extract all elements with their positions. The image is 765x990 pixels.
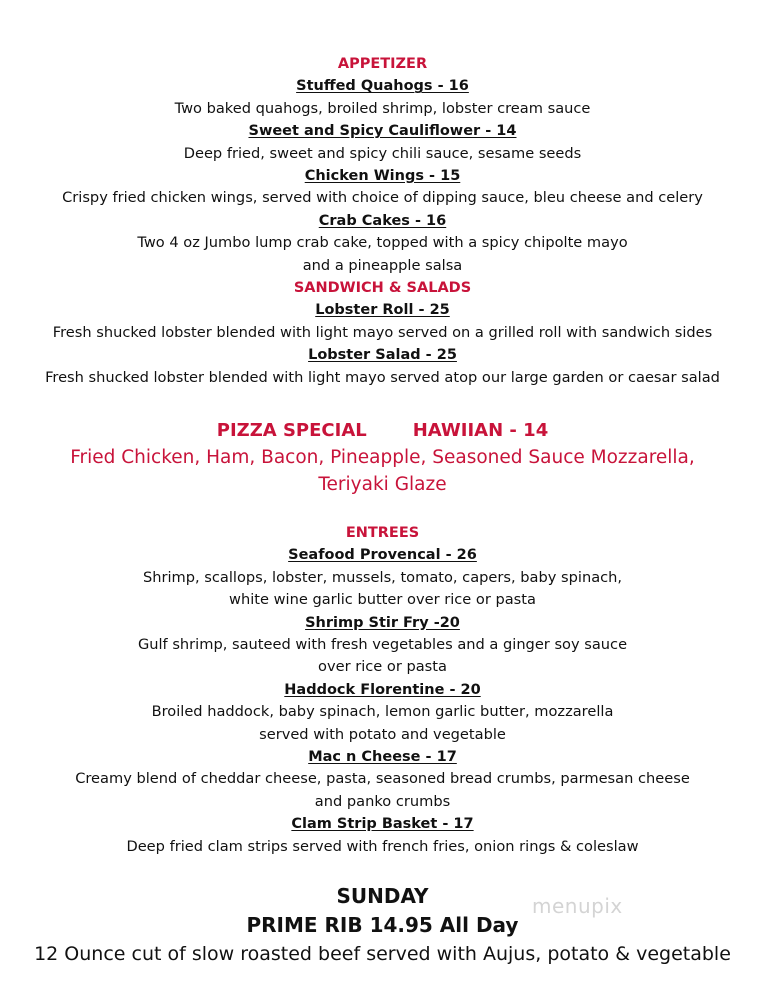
appetizer-heading: APPETIZER <box>337 56 428 72</box>
menu-item-description: Shrimp, scallops, lobster, mussels, tomato, capers, baby spinach, <box>142 568 623 586</box>
menu-item-title: Chicken Wings - 15 <box>304 168 461 185</box>
menu-item-title: Lobster Roll - 25 <box>315 302 450 319</box>
pizza-special-name: HAWIIAN - 14 <box>412 420 549 441</box>
menu-item-title: Mac n Cheese - 17 <box>308 749 457 766</box>
menu-item-title: Crab Cakes - 16 <box>318 212 447 229</box>
menu-item-description: Fresh shucked lobster blended with light mayo served on a grilled roll with sandwich sides <box>52 323 713 341</box>
menu-item-description: Deep fried, sweet and spicy chili sauce, sesame seeds <box>183 144 582 162</box>
menu-item-title: Lobster Salad - 25 <box>308 347 457 364</box>
menu-item-description: and a pineapple salsa <box>302 256 463 274</box>
menu-item-description: Two 4 oz Jumbo lump crab cake, topped with a spicy chipolte mayo <box>137 234 628 252</box>
entrees-section <box>0 522 765 858</box>
pizza-special-heading <box>0 418 765 444</box>
menu-item-description: Two baked quahogs, broiled shrimp, lobster cream sauce <box>174 99 591 117</box>
sunday-special-description: 12 Ounce cut of slow roasted beef served with Aujus, potato & vegetable <box>34 943 731 965</box>
sunday-special-section <box>0 882 765 969</box>
watermark-logo: menupix <box>532 894 623 918</box>
menu-item-description: white wine garlic butter over rice or pasta <box>229 591 536 609</box>
appetizer-section <box>0 53 765 389</box>
sandwich-heading: SANDWICH & SALADS <box>293 280 472 297</box>
menu-item-description: Crispy fried chicken wings, served with choice of dipping sauce, bleu cheese and celery <box>62 189 703 207</box>
pizza-special-description: Fried Chicken, Ham, Bacon, Pineapple, Seasoned Sauce Mozzarella, <box>70 447 695 468</box>
pizza-special-description: Teriyaki Glaze <box>318 474 447 495</box>
menu-item-title: Stuffed Quahogs - 16 <box>296 78 469 95</box>
menu-item-title: Seafood Provencal - 26 <box>288 547 477 564</box>
menu-item-title: Shrimp Stir Fry -20 <box>305 614 460 631</box>
menu-item-description: Gulf shrimp, sauteed with fresh vegetables and a ginger soy sauce <box>137 636 628 654</box>
menu-item-description: Fresh shucked lobster blended with light mayo served atop our large garden or caesar salad <box>45 368 720 386</box>
menu-item-description: Creamy blend of cheddar cheese, pasta, seasoned bread crumbs, parmesan cheese <box>75 770 690 788</box>
sunday-heading: SUNDAY <box>336 884 429 908</box>
pizza-special-label: PIZZA SPECIAL <box>216 420 367 441</box>
menu-item-description: Deep fried clam strips served with french fries, onion rings & coleslaw <box>126 837 639 855</box>
menu-item-description: and panko crumbs <box>314 792 451 810</box>
menu-item-title: Clam Strip Basket - 17 <box>291 816 474 833</box>
menu-item-title: Sweet and Spicy Cauliflower - 14 <box>248 123 517 140</box>
menu-item-description: Broiled haddock, baby spinach, lemon garlic butter, mozzarella <box>151 703 614 721</box>
menu-item-title: Haddock Florentine - 20 <box>284 681 481 698</box>
sunday-special-title: PRIME RIB 14.95 All Day <box>246 913 519 937</box>
menu-item-description: served with potato and vegetable <box>259 725 506 743</box>
entrees-heading: ENTREES <box>345 525 420 541</box>
pizza-special-section <box>0 418 765 498</box>
menu-item-description: over rice or pasta <box>318 658 447 676</box>
